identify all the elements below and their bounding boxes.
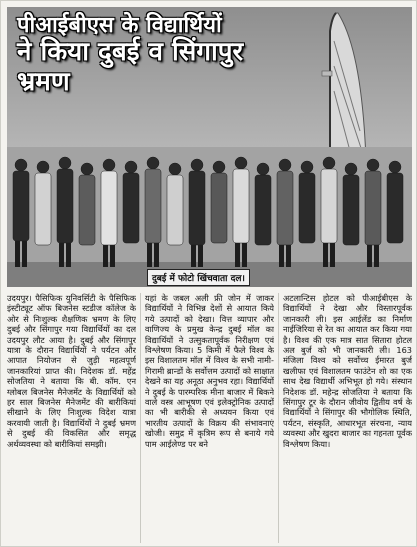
group-photo <box>7 7 412 287</box>
column-2-text: यहां के जबल अली फ्री जोन में जाकर विद्यार्थियों ने विभिन्न देशों से आयात किये गये उत्पादों को देखा। वित्त व्यापार और वाणिज्य के प्रमुख केन्द्र दुबई मॉल का विद्यार्थियों ने उत्सुकतापूर्वक निरीक्षण एवं विश्लेषण किया। 5 किमी में फैले विश्व के इस विशालतम मॉल में विश्व के सभी नामी-गिरामी ब्रान्डों के सर्वोत्तम उत्पादों को साक्षात देखने का यह अनूठा अनुभव रहा। विद्यार्थियों ने दुबई के पारम्परिक मीना बाजार में बिकने वाले वस्त्र आभूषण एवं इलेक्ट्रोनिक उत्पादों का भी बारीकी से अध्ययन किया एवं भारतीय उत्पादों के विक्रय की संभावनाएं खोजी। समुद्र में कृत्रिम रूप से बनाये गये पाम आईलेण्ड पर बने <box>145 293 274 449</box>
column-1-text: उदयपुर। पैसिफिक युनिवर्सिटी के पैसिफिक इंस्टीट्यूट ऑफ बिजनेस स्टडीज कॉलेज के ओर से निःशुल्क शैक्षणिक भ्रमण के लिए दुबई और सिंगापुर गया विद्यार्थियों का दल उदयपुर लौट आया है। दुबई और सिंगापुर यात्रा के दौरान विद्यार्थियों ने पर्यटन और आपात नियोजन से जुड़ी महत्वपूर्ण जानकारियां प्राप्त की। निदेशक डॉ. महेंद्र सोजतिया ने बताया कि बी. कॉम. एन ग्लोबल बिजनेस मैनेजमेंट के विद्यार्थियों को हर साल बिजनेस मैनेजमेंट की बारीकियां सीखाने के लिए निःशुल्क विदेश यात्रा करवायी जाती है। विद्यार्थियों ने दुबई भ्रमण से दुबई की विकसित और समृद्ध अर्थव्यवस्था को बारीकियां समझी। <box>7 293 136 449</box>
headline-line-2: ने किया दुबई व सिंगापुर <box>17 37 244 68</box>
headline-line-3: भ्रमण <box>17 67 70 98</box>
students-group <box>7 147 412 287</box>
article-column-2 <box>140 293 274 543</box>
column-3-text: अटलान्टिस होटल को पीआईबीएस के विद्यार्थियों ने देखा और विस्तारपूर्वक जानकारी ली। इस आईलेंड का निर्माण नाईजिरिया से रेत का आयात कर किया गया है। विश्व की एक मात्र सात सितारा होटल अल बुर्ज को भी जानकारी ली। 163 मंजिला विश्व को सर्वोच्च ईमारत बुर्ज खलीफा एवं विशालतम फाउंटेन शो का एक साथ देख विद्यार्थी अभिभूत हो गये। संस्थान निदेशक डॉ. महेन्द्र सोजतिया ने बताया कि सिंगापुर टूर के दौरान जीवोय द्वितीय वर्ष के विद्यार्थियों ने सिंगापुर की भौगोलिक स्थिति, पर्यटन, संस्कृति, आधारभूत संरचना, न्याय व्यवस्था और खुदरा बाजार का गहनता पूर्वक विश्लेषण किया। <box>283 293 412 449</box>
headline-line-1: पीआईबीएस के विद्यार्थियों <box>17 13 222 38</box>
headline <box>17 13 287 98</box>
article-column-1 <box>7 293 136 543</box>
burj-al-arab-icon <box>300 11 370 161</box>
photo-caption: दुबई में फोटो खिंचवाता दल। <box>147 269 250 286</box>
article-column-3 <box>278 293 412 543</box>
article-body <box>7 293 412 543</box>
